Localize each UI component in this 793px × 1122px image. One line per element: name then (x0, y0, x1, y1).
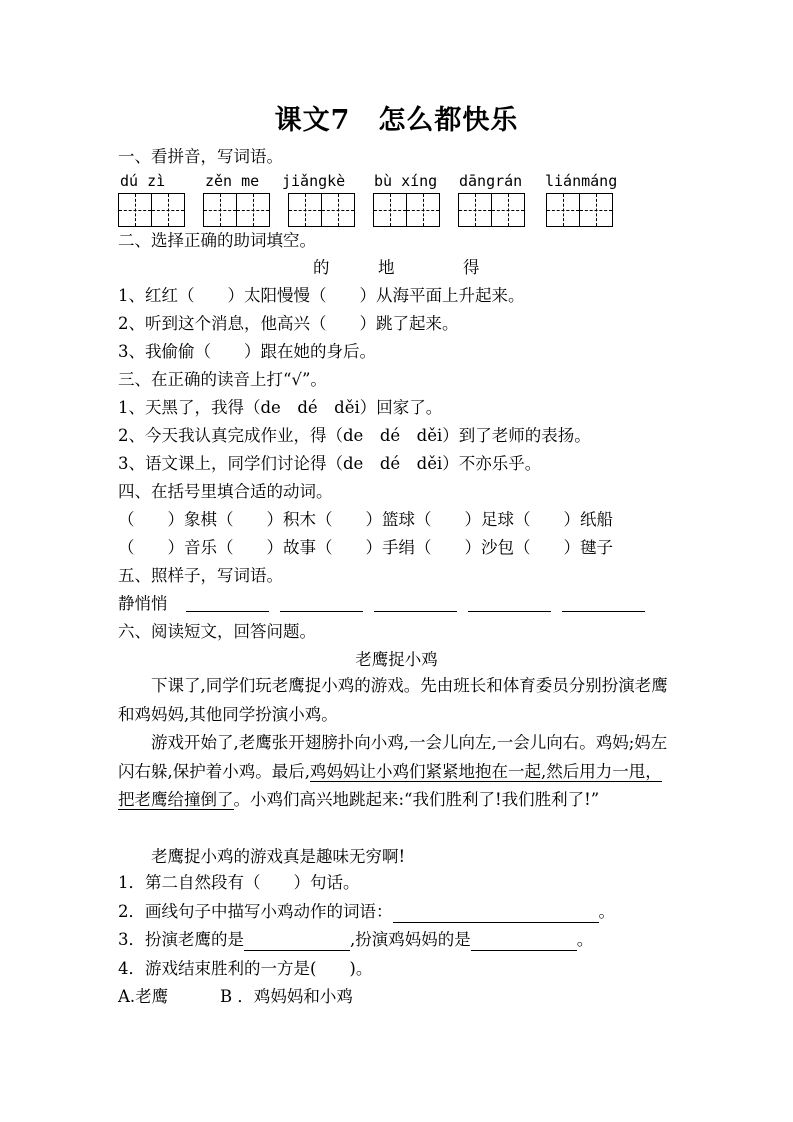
pinyin-6: liánmáng (545, 172, 618, 190)
answer-blank-4[interactable] (468, 593, 551, 612)
s6-question-2: 2．画线句子中描写小鸡动作的词语： 。 (118, 902, 615, 921)
pinyin-3: jiǎngkè (282, 172, 346, 190)
s4-row-1: （ ）象棋（ ）积木（ ）篮球（ ）足球（ ）纸船 (118, 510, 613, 529)
section-4-heading: 四、在括号里填合适的动词。 (118, 482, 333, 501)
answer-blank-5[interactable] (562, 593, 645, 612)
story-p2-start: 游戏开始了,老鹰张开翅膀扑向小鸡,一会儿向左,一会儿向右。鸡妈;妈左闪右躲,保护着小鸡。最后, (118, 733, 668, 781)
story-title: 老鹰捉小鸡 (355, 650, 438, 669)
answer-blank-2[interactable] (280, 593, 363, 612)
writing-grid-2[interactable] (203, 193, 269, 227)
option-de-3: 得 (463, 258, 480, 277)
section-6-heading: 六、阅读短文，回答问题。 (118, 622, 316, 641)
writing-grid-6[interactable] (546, 193, 612, 227)
s3-question-1: 1、天黑了，我得（de dé děi）回家了。 (118, 398, 443, 417)
writing-grid-3[interactable] (288, 193, 354, 227)
pinyin-5: dāngrán (459, 172, 523, 190)
s6-question-1: 1．第二自然段有（ ）句话。 (118, 873, 360, 892)
answer-line-hen[interactable] (471, 932, 577, 951)
section-1-heading: 一、看拼音，写词语。 (118, 147, 283, 166)
option-de-1: 的 (313, 258, 330, 277)
s2-question-3: 3、我偷偷（ ）跟在她的身后。 (118, 342, 376, 361)
s3-question-2: 2、今天我认真完成作业，得（de dé děi）到了老师的表扬。 (118, 426, 591, 445)
choice-a: A.老鹰 (118, 987, 169, 1006)
s6-question-4: 4．游戏结束胜利的一方是( )。 (118, 959, 373, 978)
s6-question-3: 3．扮演老鹰的是 ,扮演鸡妈妈的是 。 (118, 930, 594, 949)
s2-question-2: 2、听到这个消息，他高兴（ ）跳了起来。 (118, 314, 459, 333)
pinyin-1: dú zì (120, 172, 166, 190)
s4-row-2: （ ）音乐（ ）故事（ ）手绢（ ）沙包（ ）毽子 (118, 538, 613, 557)
story-p2-end: 。小鸡们高兴地跳起来:“我们胜利了!我们胜利了!” (233, 790, 600, 809)
page-title: 课文7 怎么都快乐 (274, 105, 519, 136)
example-word: 静悄悄 (118, 594, 168, 613)
pinyin-2: zěn me (205, 172, 260, 190)
section-3-heading: 三、在正确的读音上打“√”。 (118, 370, 327, 389)
writing-grid-5[interactable] (458, 193, 524, 227)
answer-line-eagle[interactable] (244, 932, 350, 951)
answer-blank-3[interactable] (374, 593, 457, 612)
story-paragraph-2 (118, 729, 678, 815)
story-paragraph-1: 下课了,同学们玩老鹰捉小鸡的游戏。先由班长和体育委员分别扮演老鹰和鸡妈妈,其他同学扮演小鸡。 (118, 676, 668, 724)
s2-question-1: 1、红红（ ）太阳慢慢（ ）从海平面上升起来。 (118, 286, 525, 305)
answer-blank-1[interactable] (186, 593, 269, 612)
section-5-heading: 五、照样子，写词语。 (118, 566, 283, 585)
choice-b: B ．鸡妈妈和小鸡 (220, 987, 353, 1006)
underlined-sentence: 鸡妈妈让小鸡们紧紧地抱在一起,然后用力一甩，把老鹰给撞倒了 (118, 761, 662, 809)
writing-grid-1[interactable] (118, 193, 184, 227)
section-2-heading: 二、选择正确的助词填空。 (118, 231, 316, 250)
writing-grid-4[interactable] (373, 193, 439, 227)
answer-line-q2[interactable] (393, 904, 599, 923)
option-de-2: 地 (378, 258, 395, 277)
s3-question-3: 3、语文课上，同学们讨论得（de dé děi）不亦乐乎。 (118, 454, 542, 473)
pinyin-4: bù xíng (374, 172, 438, 190)
story-paragraph-3: 老鹰捉小鸡的游戏真是趣味无穷啊! (151, 847, 406, 866)
